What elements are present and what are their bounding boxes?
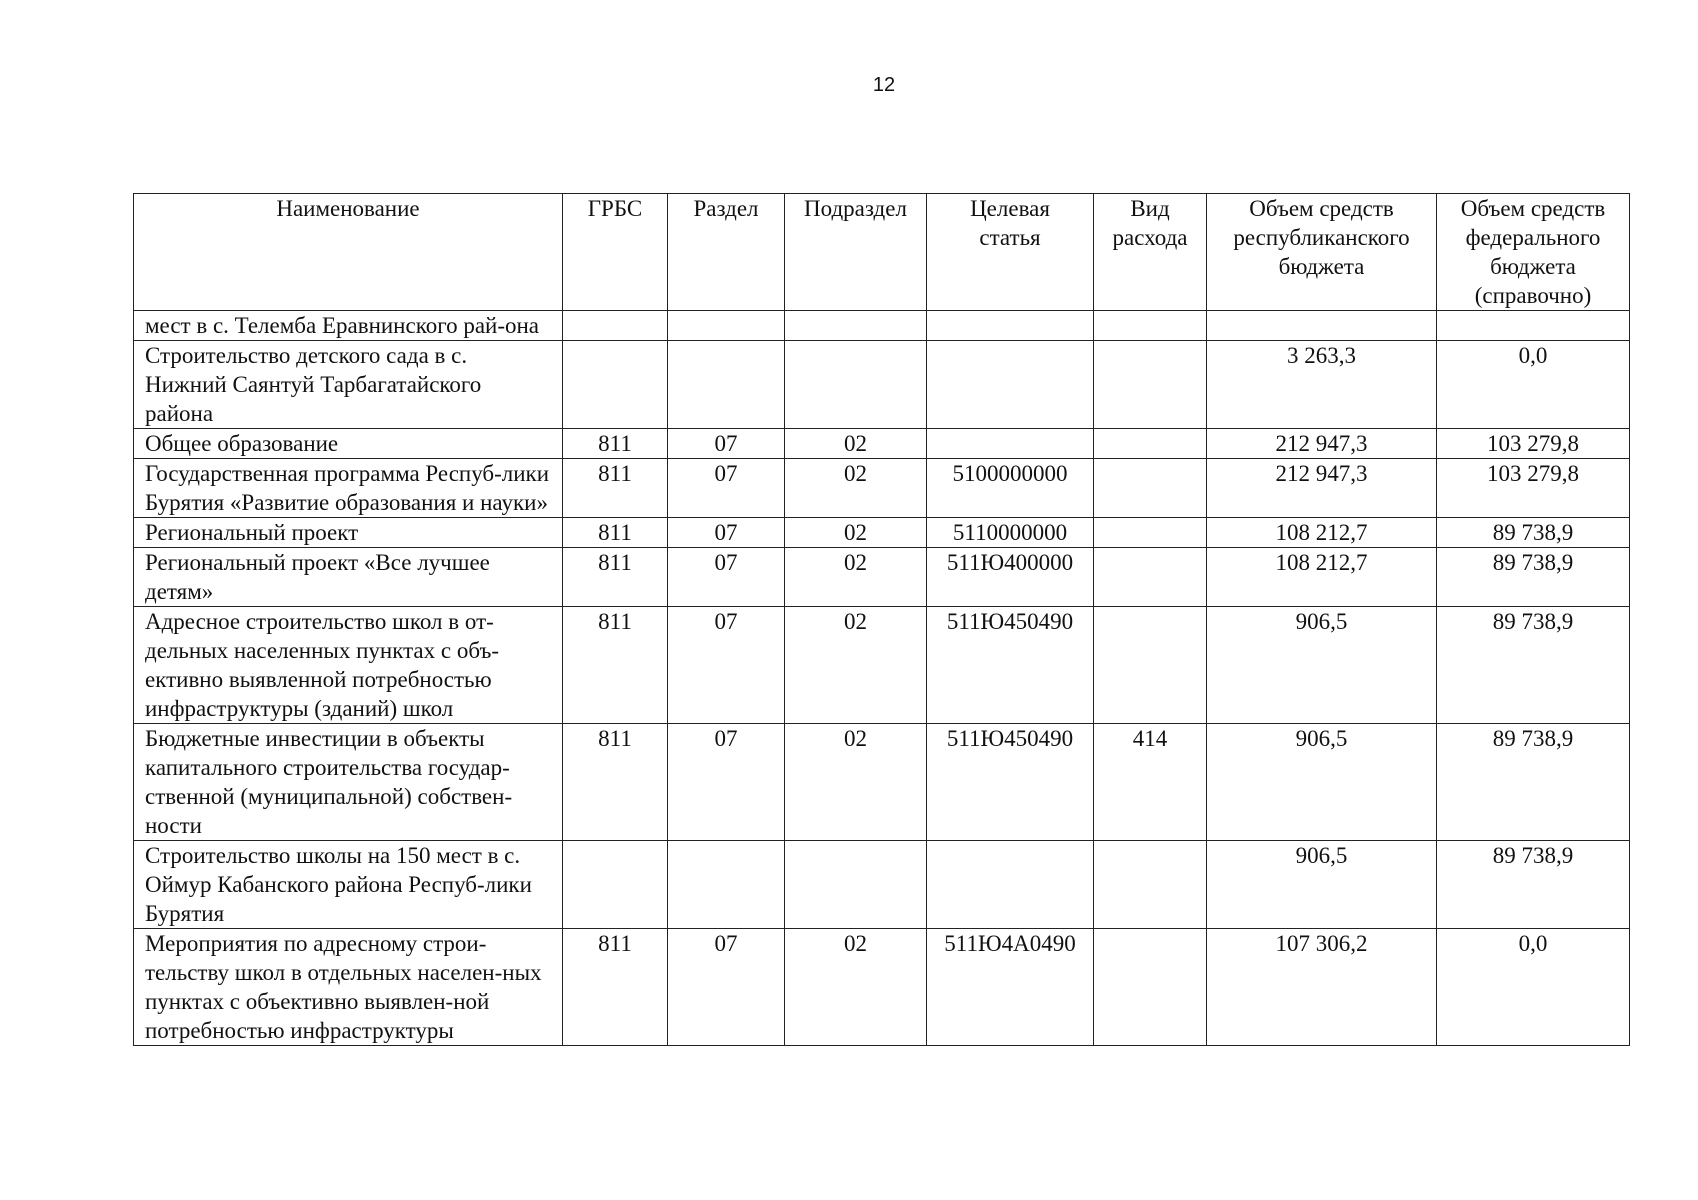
page-number: 12 — [872, 74, 896, 96]
budget-table — [133, 193, 1630, 1046]
cell-republican-budget: 212 947,3 — [1207, 459, 1437, 518]
cell-republican-budget: 3 263,3 — [1207, 341, 1437, 429]
cell-grbs: 811 — [563, 429, 668, 459]
cell-target-article: 511Ю4А0490 — [927, 929, 1094, 1046]
cell-subsection: 02 — [785, 429, 927, 459]
cell-federal-budget: 103 279,8 — [1437, 429, 1630, 459]
cell-grbs: 811 — [563, 929, 668, 1046]
cell-expense-type — [1094, 841, 1207, 929]
cell-section: 07 — [668, 429, 785, 459]
cell-target-article: 511Ю450490 — [927, 607, 1094, 724]
cell-expense-type — [1094, 607, 1207, 724]
table-row — [134, 311, 1630, 341]
cell-section: 07 — [668, 518, 785, 548]
cell-target-article — [927, 341, 1094, 429]
cell-expense-type — [1094, 929, 1207, 1046]
cell-expense-type — [1094, 341, 1207, 429]
cell-name: Адресное строительство школ в от-дельных населенных пунктах с объ-ективно выявленной потребностью инфраструктуры (зданий) школ — [134, 607, 563, 724]
cell-target-article: 5100000000 — [927, 459, 1094, 518]
cell-republican-budget: 107 306,2 — [1207, 929, 1437, 1046]
cell-expense-type — [1094, 459, 1207, 518]
table-row — [134, 341, 1630, 429]
cell-grbs — [563, 341, 668, 429]
cell-subsection — [785, 841, 927, 929]
cell-target-article — [927, 429, 1094, 459]
cell-federal-budget: 0,0 — [1437, 341, 1630, 429]
cell-expense-type: 414 — [1094, 724, 1207, 841]
header-section: Раздел — [668, 194, 785, 311]
cell-subsection — [785, 341, 927, 429]
table-row — [134, 724, 1630, 841]
cell-name: Бюджетные инвестиции в объекты капитального строительства государ-ственной (муниципальной) собствен-ности — [134, 724, 563, 841]
cell-federal-budget: 89 738,9 — [1437, 607, 1630, 724]
cell-subsection: 02 — [785, 607, 927, 724]
cell-republican-budget: 108 212,7 — [1207, 518, 1437, 548]
cell-federal-budget: 0,0 — [1437, 929, 1630, 1046]
cell-expense-type — [1094, 518, 1207, 548]
cell-name: Мероприятия по адресному строи-тельству школ в отдельных населен-ных пунктах с объективно выявлен-ной потребностью инфраструктуры — [134, 929, 563, 1046]
table-row — [134, 929, 1630, 1046]
cell-federal-budget: 103 279,8 — [1437, 459, 1630, 518]
cell-name: Региональный проект — [134, 518, 563, 548]
cell-subsection — [785, 311, 927, 341]
cell-grbs — [563, 841, 668, 929]
cell-federal-budget: 89 738,9 — [1437, 518, 1630, 548]
cell-subsection: 02 — [785, 459, 927, 518]
table-row — [134, 607, 1630, 724]
cell-section: 07 — [668, 548, 785, 607]
table-row — [134, 429, 1630, 459]
cell-republican-budget: 906,5 — [1207, 607, 1437, 724]
cell-federal-budget — [1437, 311, 1630, 341]
header-expense-type: Вид расхода — [1094, 194, 1207, 311]
cell-section — [668, 341, 785, 429]
header-federal-budget: Объем средств федерального бюджета (справочно) — [1437, 194, 1630, 311]
cell-republican-budget: 906,5 — [1207, 841, 1437, 929]
cell-target-article — [927, 311, 1094, 341]
cell-subsection: 02 — [785, 518, 927, 548]
cell-section — [668, 311, 785, 341]
table-row — [134, 459, 1630, 518]
cell-republican-budget: 906,5 — [1207, 724, 1437, 841]
cell-section: 07 — [668, 607, 785, 724]
table-row — [134, 841, 1630, 929]
cell-expense-type — [1094, 311, 1207, 341]
cell-grbs: 811 — [563, 548, 668, 607]
table-header-row — [134, 194, 1630, 311]
table-body — [134, 311, 1630, 1046]
cell-grbs: 811 — [563, 607, 668, 724]
cell-target-article: 511Ю450490 — [927, 724, 1094, 841]
cell-republican-budget — [1207, 311, 1437, 341]
cell-name: мест в с. Телемба Еравнинского рай-она — [134, 311, 563, 341]
cell-name: Общее образование — [134, 429, 563, 459]
cell-expense-type — [1094, 429, 1207, 459]
cell-name: Государственная программа Респуб-лики Бурятия «Развитие образования и науки» — [134, 459, 563, 518]
header-subsection: Подраздел — [785, 194, 927, 311]
cell-section: 07 — [668, 929, 785, 1046]
cell-section: 07 — [668, 459, 785, 518]
cell-subsection: 02 — [785, 548, 927, 607]
cell-grbs: 811 — [563, 518, 668, 548]
cell-name: Региональный проект «Все лучшее детям» — [134, 548, 563, 607]
header-name: Наименование — [134, 194, 563, 311]
cell-federal-budget: 89 738,9 — [1437, 724, 1630, 841]
cell-target-article — [927, 841, 1094, 929]
cell-grbs — [563, 311, 668, 341]
cell-subsection: 02 — [785, 929, 927, 1046]
cell-section — [668, 841, 785, 929]
cell-grbs: 811 — [563, 724, 668, 841]
cell-republican-budget: 108 212,7 — [1207, 548, 1437, 607]
table-row — [134, 548, 1630, 607]
table-row — [134, 518, 1630, 548]
cell-name: Строительство школы на 150 мест в с. Оймур Кабанского района Респуб-лики Бурятия — [134, 841, 563, 929]
header-target-article: Целевая статья — [927, 194, 1094, 311]
cell-target-article: 5110000000 — [927, 518, 1094, 548]
cell-section: 07 — [668, 724, 785, 841]
header-grbs: ГРБС — [563, 194, 668, 311]
cell-subsection: 02 — [785, 724, 927, 841]
header-republican-budget: Объем средств республиканского бюджета — [1207, 194, 1437, 311]
cell-expense-type — [1094, 548, 1207, 607]
cell-name: Строительство детского сада в с. Нижний Саянтуй Тарбагатайского района — [134, 341, 563, 429]
cell-federal-budget: 89 738,9 — [1437, 548, 1630, 607]
cell-grbs: 811 — [563, 459, 668, 518]
cell-republican-budget: 212 947,3 — [1207, 429, 1437, 459]
cell-federal-budget: 89 738,9 — [1437, 841, 1630, 929]
cell-target-article: 511Ю400000 — [927, 548, 1094, 607]
